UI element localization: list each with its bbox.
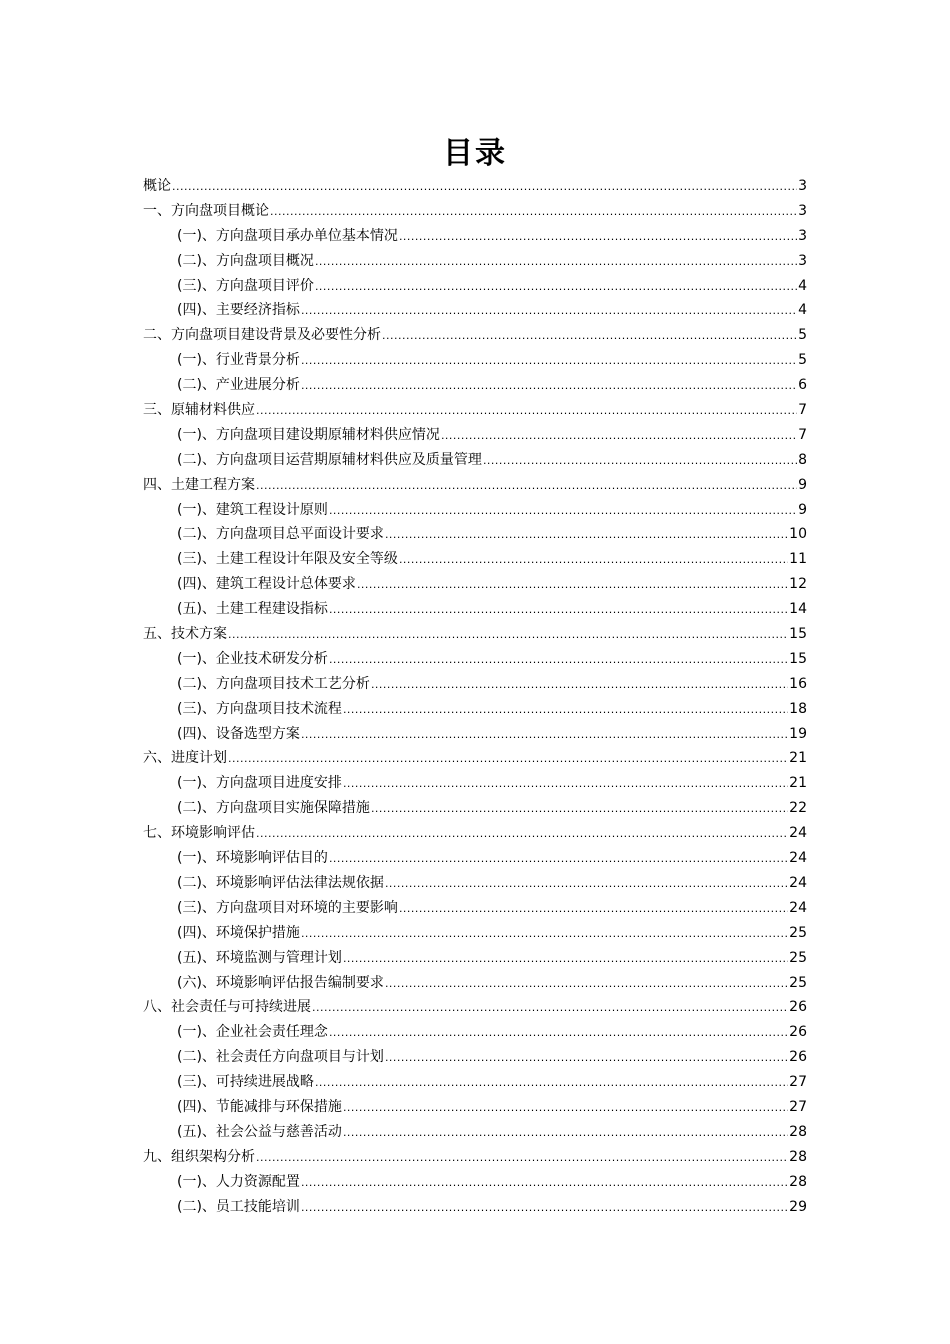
toc-entry-page: 26 xyxy=(789,1024,807,1041)
toc-entry[interactable] xyxy=(143,1170,807,1195)
toc-entry[interactable] xyxy=(143,448,807,473)
toc-dot-leader xyxy=(329,597,788,623)
toc-entry-label: (五)、环境监测与管理计划 xyxy=(177,949,342,966)
toc-entry[interactable] xyxy=(143,971,807,996)
toc-entry-page: 5 xyxy=(798,352,807,369)
toc-entry[interactable] xyxy=(143,199,807,224)
toc-entry-page: 3 xyxy=(798,227,807,244)
toc-entry-page: 8 xyxy=(798,451,807,468)
toc-entry-label: (一)、企业技术研发分析 xyxy=(177,650,328,667)
toc-entry-label: (二)、方向盘项目实施保障措施 xyxy=(177,800,370,817)
toc-dot-leader xyxy=(441,423,797,449)
toc-entry-label: (一)、建筑工程设计原则 xyxy=(177,501,328,518)
toc-entry-page: 7 xyxy=(798,402,807,419)
toc-entry[interactable] xyxy=(143,1020,807,1045)
toc-entry-label: (三)、方向盘项目对环境的主要影响 xyxy=(177,899,398,916)
toc-entry-label: (一)、人力资源配置 xyxy=(177,1173,300,1190)
toc-entry-label: (四)、节能减排与环保措施 xyxy=(177,1098,342,1115)
toc-entry[interactable] xyxy=(143,647,807,672)
toc-entry-page: 19 xyxy=(789,725,807,742)
toc-entry-page: 24 xyxy=(789,899,807,916)
toc-entry-label: (三)、方向盘项目技术流程 xyxy=(177,700,342,717)
toc-entry-page: 29 xyxy=(789,1198,807,1215)
toc-dot-leader xyxy=(301,1195,788,1221)
toc-entry-page: 28 xyxy=(789,1173,807,1190)
toc-dot-leader xyxy=(228,746,788,772)
toc-entry[interactable] xyxy=(143,298,807,323)
toc-dot-leader xyxy=(343,697,788,723)
toc-entry-label: (二)、方向盘项目技术工艺分析 xyxy=(177,675,370,692)
toc-dot-leader xyxy=(385,1045,788,1071)
toc-dot-leader xyxy=(301,348,797,374)
toc-entry-page: 5 xyxy=(798,327,807,344)
toc-dot-leader xyxy=(301,373,797,399)
toc-dot-leader xyxy=(329,498,797,524)
toc-dot-leader xyxy=(256,1145,788,1171)
toc-entry[interactable] xyxy=(143,597,807,622)
toc-entry-page: 9 xyxy=(798,501,807,518)
toc-entry-label: (四)、设备选型方案 xyxy=(177,725,300,742)
toc-entry-label: (四)、建筑工程设计总体要求 xyxy=(177,576,356,593)
toc-entry-label: 七、环境影响评估 xyxy=(143,825,255,842)
toc-entry-label: 六、进度计划 xyxy=(143,750,227,767)
toc-entry[interactable] xyxy=(143,622,807,647)
toc-entry-page: 15 xyxy=(789,626,807,643)
toc-entry[interactable] xyxy=(143,1095,807,1120)
toc-dot-leader xyxy=(315,249,797,275)
toc-dot-leader xyxy=(301,1170,788,1196)
toc-entry-page: 12 xyxy=(789,576,807,593)
toc-entry-page: 3 xyxy=(798,178,807,194)
toc-entry[interactable] xyxy=(143,1120,807,1145)
toc-dot-leader xyxy=(256,821,788,847)
toc-dot-leader xyxy=(329,1020,788,1046)
table-of-contents xyxy=(143,174,807,1219)
toc-entry[interactable] xyxy=(143,274,807,299)
toc-entry[interactable] xyxy=(143,846,807,871)
toc-entry-page: 25 xyxy=(789,924,807,941)
toc-entry-label: 三、原辅材料供应 xyxy=(143,402,255,419)
toc-entry[interactable] xyxy=(143,348,807,373)
toc-entry-label: (二)、方向盘项目运营期原辅材料供应及质量管理 xyxy=(177,451,482,468)
toc-entry-label: 一、方向盘项目概论 xyxy=(143,202,269,219)
toc-entry[interactable] xyxy=(143,1195,807,1220)
toc-entry[interactable] xyxy=(143,722,807,747)
toc-dot-leader xyxy=(301,722,788,748)
toc-entry-label: (二)、方向盘项目总平面设计要求 xyxy=(177,526,384,543)
toc-entry[interactable] xyxy=(143,1070,807,1095)
toc-entry-page: 22 xyxy=(789,800,807,817)
toc-entry-label: (六)、环境影响评估报告编制要求 xyxy=(177,974,384,991)
toc-entry-page: 14 xyxy=(789,601,807,618)
toc-entry-label: (一)、方向盘项目进度安排 xyxy=(177,775,342,792)
toc-entry-page: 24 xyxy=(789,874,807,891)
toc-dot-leader xyxy=(371,672,788,698)
toc-dot-leader xyxy=(315,1070,788,1096)
toc-entry[interactable] xyxy=(143,224,807,249)
toc-entry-label: 九、组织架构分析 xyxy=(143,1148,255,1165)
toc-entry[interactable] xyxy=(143,697,807,722)
toc-entry-page: 3 xyxy=(798,252,807,269)
toc-entry-label: 八、社会责任与可持续进展 xyxy=(143,999,311,1016)
toc-entry[interactable] xyxy=(143,796,807,821)
toc-entry-label: (四)、主要经济指标 xyxy=(177,302,300,319)
toc-dot-leader xyxy=(301,921,788,947)
toc-entry[interactable] xyxy=(143,871,807,896)
toc-dot-leader xyxy=(301,298,797,324)
toc-entry[interactable] xyxy=(143,323,807,348)
toc-entry-page: 15 xyxy=(789,650,807,667)
toc-entry[interactable] xyxy=(143,547,807,572)
toc-entry-page: 9 xyxy=(798,476,807,493)
toc-entry-label: (四)、环境保护措施 xyxy=(177,924,300,941)
toc-dot-leader xyxy=(357,572,788,598)
toc-dot-leader xyxy=(399,224,797,250)
toc-entry[interactable] xyxy=(143,896,807,921)
toc-entry-page: 4 xyxy=(798,277,807,294)
toc-entry-page: 27 xyxy=(789,1074,807,1091)
toc-entry-page: 4 xyxy=(798,302,807,319)
toc-entry[interactable] xyxy=(143,1145,807,1170)
toc-entry-label: (二)、环境影响评估法律法规依据 xyxy=(177,874,384,891)
toc-entry[interactable] xyxy=(143,672,807,697)
toc-entry[interactable] xyxy=(143,522,807,547)
toc-dot-leader xyxy=(343,946,788,972)
toc-dot-leader xyxy=(172,174,797,200)
toc-entry-page: 24 xyxy=(789,825,807,842)
toc-entry-label: (一)、环境影响评估目的 xyxy=(177,850,328,867)
toc-entry-label: (二)、方向盘项目概况 xyxy=(177,252,314,269)
toc-entry[interactable] xyxy=(143,249,807,274)
toc-entry-label: 四、土建工程方案 xyxy=(143,476,255,493)
toc-entry[interactable] xyxy=(143,473,807,498)
toc-entry[interactable] xyxy=(143,174,807,199)
toc-entry-page: 26 xyxy=(789,999,807,1016)
toc-entry-label: (二)、社会责任方向盘项目与计划 xyxy=(177,1049,384,1066)
toc-dot-leader xyxy=(312,995,788,1021)
toc-dot-leader xyxy=(399,547,788,573)
toc-dot-leader xyxy=(270,199,797,225)
toc-entry-label: 概论 xyxy=(143,178,171,194)
toc-entry-label: (一)、行业背景分析 xyxy=(177,352,300,369)
toc-entry-page: 25 xyxy=(789,949,807,966)
toc-entry-page: 28 xyxy=(789,1148,807,1165)
toc-entry[interactable] xyxy=(143,746,807,771)
toc-dot-leader xyxy=(315,274,797,300)
toc-dot-leader xyxy=(371,796,788,822)
toc-entry-label: (三)、方向盘项目评价 xyxy=(177,277,314,294)
toc-entry[interactable] xyxy=(143,398,807,423)
toc-dot-leader xyxy=(483,448,797,474)
toc-entry-page: 27 xyxy=(789,1098,807,1115)
toc-dot-leader xyxy=(385,971,788,997)
toc-entry[interactable] xyxy=(143,771,807,796)
toc-dot-leader xyxy=(385,871,788,897)
toc-dot-leader xyxy=(343,1120,788,1146)
toc-entry-page: 3 xyxy=(798,202,807,219)
toc-dot-leader xyxy=(329,846,788,872)
toc-entry[interactable] xyxy=(143,572,807,597)
toc-entry[interactable] xyxy=(143,498,807,523)
toc-entry-page: 11 xyxy=(789,551,807,568)
toc-dot-leader xyxy=(256,398,797,424)
toc-entry-page: 25 xyxy=(789,974,807,991)
toc-dot-leader xyxy=(228,622,788,648)
toc-entry-label: (二)、产业进展分析 xyxy=(177,377,300,394)
toc-entry[interactable] xyxy=(143,921,807,946)
toc-dot-leader xyxy=(399,896,788,922)
toc-entry-label: 五、技术方案 xyxy=(143,626,227,643)
toc-entry-label: (一)、方向盘项目承办单位基本情况 xyxy=(177,227,398,244)
toc-entry-label: (五)、土建工程建设指标 xyxy=(177,601,328,618)
toc-entry-page: 24 xyxy=(789,850,807,867)
toc-entry-label: 二、方向盘项目建设背景及必要性分析 xyxy=(143,327,381,344)
toc-entry-page: 10 xyxy=(789,526,807,543)
toc-entry[interactable] xyxy=(143,1045,807,1070)
toc-entry-page: 18 xyxy=(789,700,807,717)
toc-dot-leader xyxy=(382,323,797,349)
toc-entry[interactable] xyxy=(143,423,807,448)
toc-entry-label: (一)、企业社会责任理念 xyxy=(177,1024,328,1041)
toc-entry[interactable] xyxy=(143,373,807,398)
toc-entry-page: 28 xyxy=(789,1123,807,1140)
toc-entry-label: (三)、土建工程设计年限及安全等级 xyxy=(177,551,398,568)
toc-entry-page: 16 xyxy=(789,675,807,692)
toc-entry[interactable] xyxy=(143,946,807,971)
toc-dot-leader xyxy=(343,771,788,797)
toc-entry-page: 21 xyxy=(789,775,807,792)
toc-entry-label: (二)、员工技能培训 xyxy=(177,1198,300,1215)
toc-entry-label: (三)、可持续进展战略 xyxy=(177,1074,314,1091)
page-title: 目录 xyxy=(443,136,507,171)
toc-entry-label: (五)、社会公益与慈善活动 xyxy=(177,1123,342,1140)
toc-entry-page: 21 xyxy=(789,750,807,767)
toc-dot-leader xyxy=(329,647,788,673)
toc-dot-leader xyxy=(256,473,797,499)
toc-entry-label: (一)、方向盘项目建设期原辅材料供应情况 xyxy=(177,426,440,443)
toc-entry-page: 6 xyxy=(798,377,807,394)
toc-dot-leader xyxy=(385,522,788,548)
toc-entry-page: 7 xyxy=(798,426,807,443)
toc-entry[interactable] xyxy=(143,995,807,1020)
toc-entry[interactable] xyxy=(143,821,807,846)
toc-entry-page: 26 xyxy=(789,1049,807,1066)
toc-dot-leader xyxy=(343,1095,788,1121)
